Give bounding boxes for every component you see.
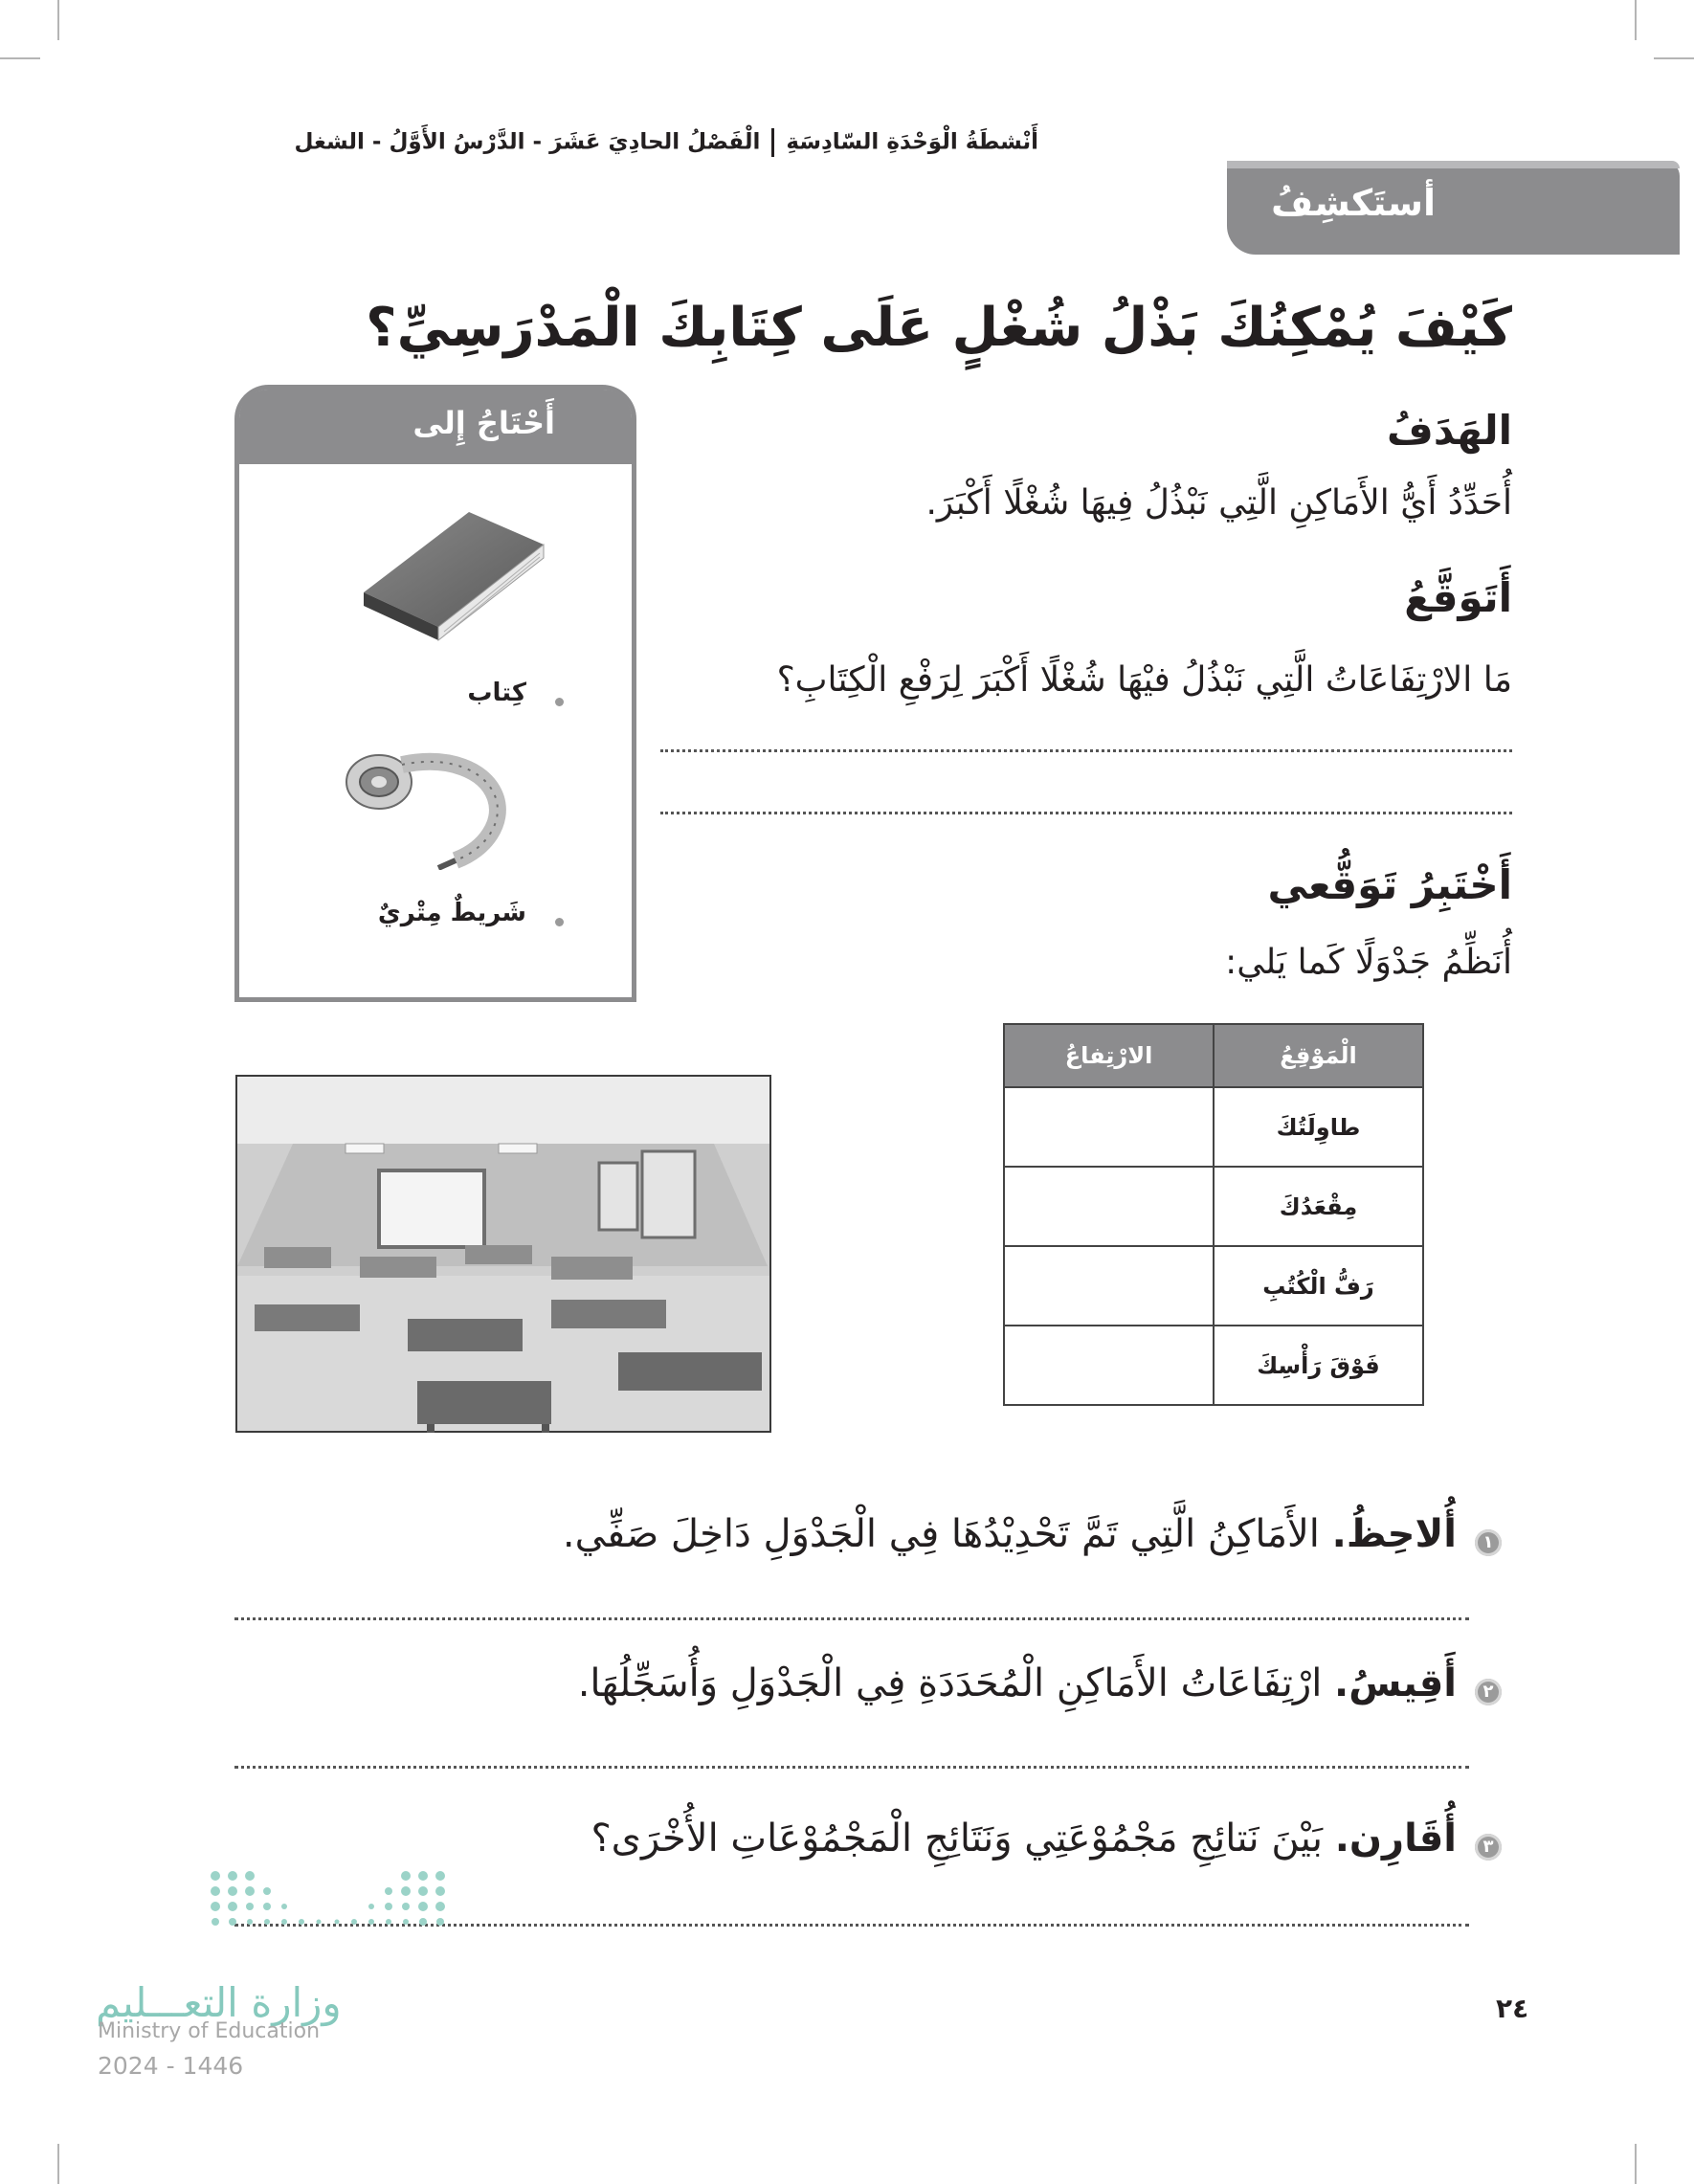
step-keyword: أُلاحِظُ. xyxy=(1331,1512,1457,1556)
step-text: الأَمَاكِنُ الَّتِي تَمَّ تَحْدِيْدُهَا فِي الْجَدْوَلِ دَاخِلَ صَفِّي. xyxy=(562,1512,1332,1556)
test-heading: أَخْتَبِرُ تَوَقُّعي xyxy=(1267,861,1512,908)
crop-mark xyxy=(0,57,40,59)
table-row xyxy=(1004,1246,1423,1326)
step-text: ارْتِفَاعَاتُ الأَمَاكِنِ الْمُحَدَدَةِ فِي الْجَدْوَلِ وَأُسَجِّلُهَا. xyxy=(577,1661,1335,1705)
page-header xyxy=(177,128,1038,157)
predict-question: مَا الارْتِفَاعَاتُ الَّتِي نَبْذُلُ فيْهَا شُغْلًا أَكْبَرَ لِرَفْعِ الْكِتَابِ؟ xyxy=(776,660,1512,700)
tape-measure-icon xyxy=(343,746,515,870)
ministry-name-arabic: وزارة التعـــليم xyxy=(96,1979,342,2026)
predict-heading: أَتَوَقَّعُ xyxy=(1404,574,1512,621)
table-row xyxy=(1004,1087,1423,1167)
page-number: ٢٤ xyxy=(1496,1993,1529,2024)
chapter-lesson-label: الْفَصْلُ الحادِيَ عَشَرَ - الدَّرْسُ الأَوَّلُ - الشغل xyxy=(294,129,761,155)
step-compare xyxy=(591,1816,1457,1861)
height-cell[interactable] xyxy=(1004,1246,1214,1326)
step-number-badge: ٣ xyxy=(1475,1834,1502,1861)
test-instruction: أُنَظِّمُ جَدْوَلًا كَما يَلي: xyxy=(1225,943,1512,982)
ministry-name-english: Ministry of Education xyxy=(98,2019,321,2043)
unit-activities-label: أَنْشطَةُ الْوَحْدَةِ السّادِسَةِ xyxy=(786,129,1038,155)
crop-mark xyxy=(57,2144,59,2184)
goal-text: أُحَدِّدُ أَيُّ الأَمَاكِنِ الَّتِي نَبْذُلُ فِيهَا شُغْلًا أَكْبَرَ. xyxy=(925,483,1512,523)
answer-line[interactable] xyxy=(234,1617,1469,1620)
step-measure xyxy=(578,1661,1457,1705)
step-keyword: أُقَارِن. xyxy=(1334,1816,1457,1861)
column-header-height: الارْتِفاعُ xyxy=(1004,1024,1214,1087)
ministry-year: 2024 - 1446 xyxy=(98,2052,244,2080)
step-text: بَيْنَ نَتائِجِ مَجْمُوْعَتِي وَنَتَائِجِ الْمَجْمُوْعَاتِ الأُخْرَى؟ xyxy=(591,1816,1335,1861)
list-bullet xyxy=(555,918,564,926)
crop-mark xyxy=(1654,57,1694,59)
material-tape-label: شَريطٌ مِتْريٌ xyxy=(377,899,526,927)
book-icon xyxy=(356,504,547,643)
answer-line[interactable] xyxy=(660,749,1512,752)
location-cell: رَفُّ الْكُتُبِ xyxy=(1214,1246,1423,1326)
goal-heading: الهَدَفُ xyxy=(1387,407,1512,454)
materials-box xyxy=(234,385,636,1002)
crop-mark xyxy=(1635,2144,1637,2184)
location-cell: فَوْقَ رَأْسِكَ xyxy=(1214,1326,1423,1405)
location-cell: طاوِلَتُكَ xyxy=(1214,1087,1423,1167)
step-observe xyxy=(563,1512,1457,1556)
location-cell: مِقْعَدُكَ xyxy=(1214,1167,1423,1246)
answer-line[interactable] xyxy=(234,1766,1469,1769)
step-number-badge: ١ xyxy=(1475,1529,1502,1556)
header-divider xyxy=(771,128,774,157)
main-question: كَيْفَ يُمْكِنُكَ بَذْلُ شُغْلٍ عَلَى كِتَابِكَ الْمَدْرَسِيِّ؟ xyxy=(366,297,1512,359)
explore-section-label: أستَكشِفُ xyxy=(1271,182,1436,224)
classroom-photo xyxy=(235,1075,771,1433)
column-header-location: الْمَوْقِعُ xyxy=(1214,1024,1423,1087)
ministry-logo-icon xyxy=(206,1868,450,1935)
crop-mark xyxy=(57,0,59,40)
table-row xyxy=(1004,1326,1423,1405)
answer-line[interactable] xyxy=(660,812,1512,814)
step-keyword: أَقِيسُ. xyxy=(1334,1661,1457,1705)
material-book-label: كِتاب xyxy=(467,679,526,707)
table-row xyxy=(1004,1167,1423,1246)
height-cell[interactable] xyxy=(1004,1326,1214,1405)
materials-box-title: أَحْتَاجُ إِلى xyxy=(412,405,555,441)
height-cell[interactable] xyxy=(1004,1167,1214,1246)
table-header-row xyxy=(1004,1024,1423,1087)
height-cell[interactable] xyxy=(1004,1087,1214,1167)
materials-box-header xyxy=(239,390,632,464)
list-bullet xyxy=(555,698,564,706)
heights-table xyxy=(1003,1023,1424,1406)
step-number-badge: ٢ xyxy=(1475,1679,1502,1705)
crop-mark xyxy=(1635,0,1637,40)
